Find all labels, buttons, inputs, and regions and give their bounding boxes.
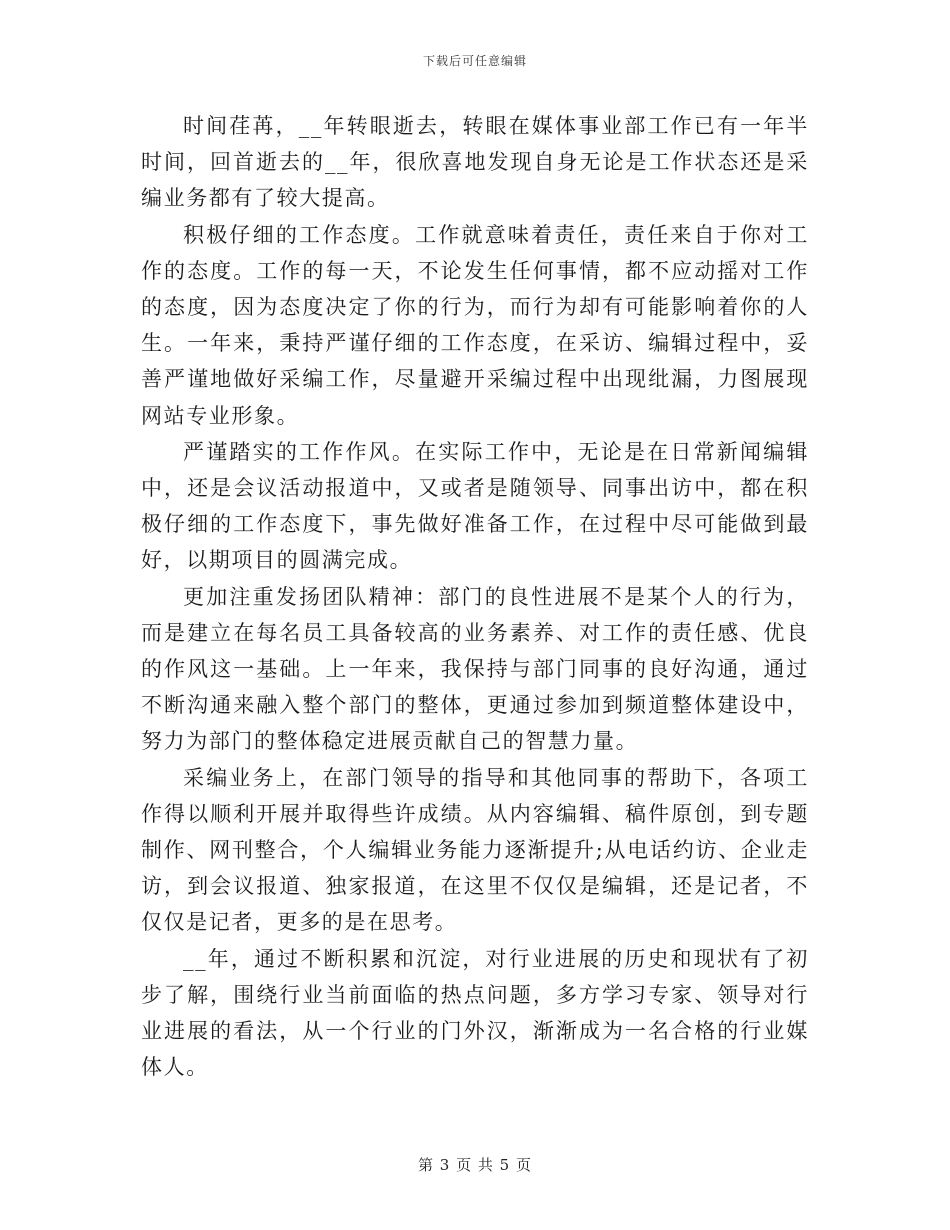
document-body [141, 108, 809, 1085]
paragraph-work-style: 严谨踏实的工作作风。在实际工作中，无论是在日常新闻编辑中，还是会议活动报道中，又或者是随领导、同事出访中，都在积极仔细的工作态度下，事先做好准备工作，在过程中尽可能做到最好，以期项目的圆满完成。 [141, 439, 809, 573]
paragraph-team-spirit: 更加注重发扬团队精神：部门的良性进展不是某个人的行为，而是建立在每名员工具备较高的业务素养、对工作的责任感、优良的作风这一基础。上一年来，我保持与部门同事的良好沟通，通过不断沟通来融入整个部门的整体，更通过参加到频道整体建设中，努力为部门的整体稳定进展贡献自己的智慧力量。 [141, 584, 809, 754]
page-number: 第 3 页 共 5 页 [418, 1156, 532, 1174]
paragraph-work-attitude: 积极仔细的工作态度。工作就意味着责任，责任来自于你对工作的态度。工作的每一天，不论发生任何事情，都不应动摇对工作的态度，因为态度决定了你的行为，而行为却有可能影响着你的人生。一年来，秉持严谨仔细的工作态度，在采访、编辑过程中，妥善严谨地做好采编工作，尽量避开采编过程中出现纰漏，力图展现网站专业形象。 [141, 222, 809, 428]
paragraph-industry-knowledge: __年，通过不断积累和沉淀，对行业进展的历史和现状有了初步了解，围绕行业当前面临的热点问题，多方学习专家、领导对行业进展的看法，从一个行业的门外汉，渐渐成为一名合格的行业媒体人。 [141, 946, 809, 1080]
paragraph-editing-business: 采编业务上，在部门领导的指导和其他同事的帮助下，各项工作得以顺利开展并取得些许成绩。从内容编辑、稿件原创，到专题制作、网刊整合，个人编辑业务能力逐渐提升;从电话约访、企业走访，到会议报道、独家报道，在这里不仅仅是编辑，还是记者，不仅仅是记者，更多的是在思考。 [141, 765, 809, 935]
paragraph-intro: 时间荏苒，__年转眼逝去，转眼在媒体事业部工作已有一年半时间，回首逝去的__年，很欣喜地发现自身无论是工作状态还是采编业务都有了较大提高。 [141, 114, 809, 211]
page-header: 下载后可任意编辑 [422, 54, 527, 68]
